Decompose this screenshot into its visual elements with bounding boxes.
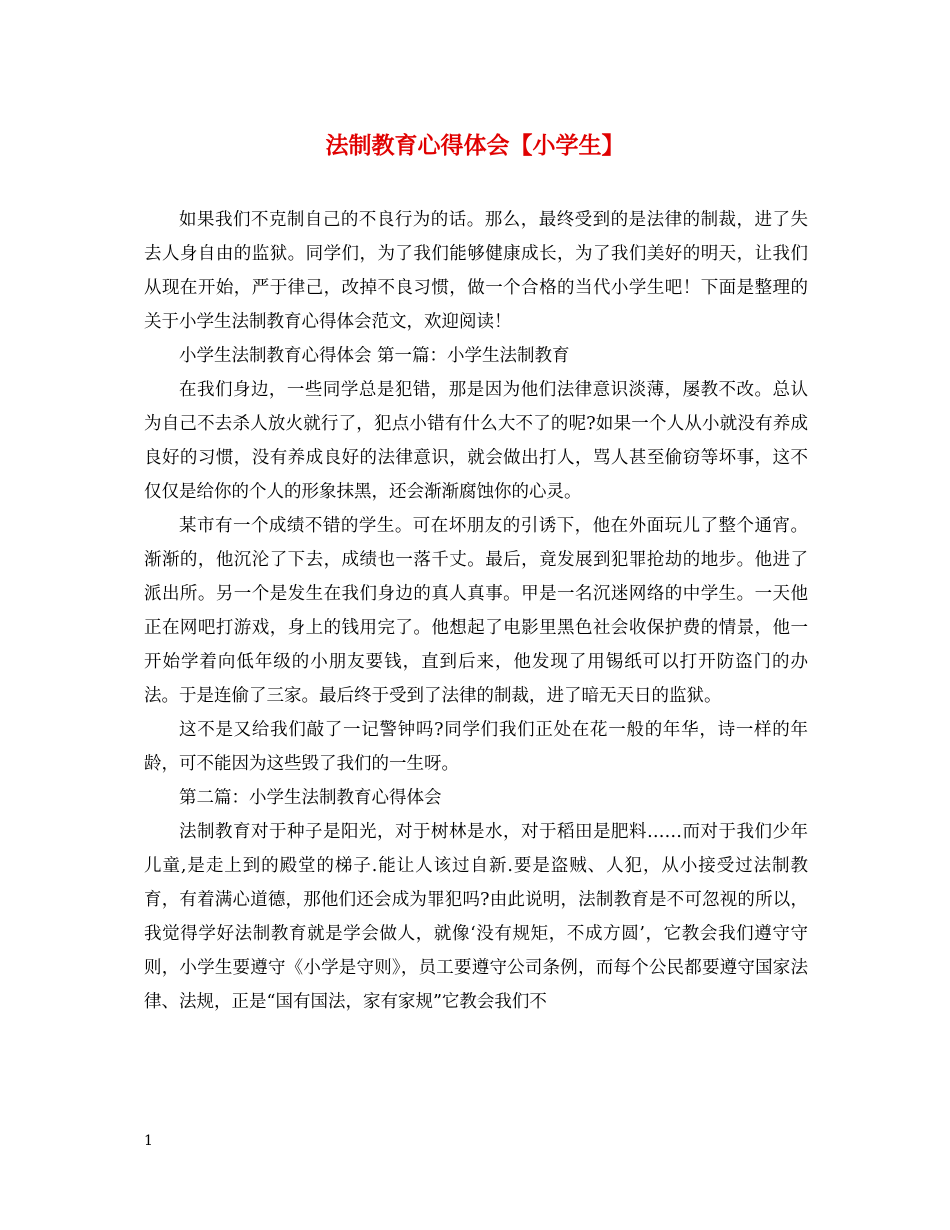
paragraph: 这不是又给我们敲了一记警钟吗?同学们我们正处在花一般的年华，诗一样的年龄，可不能因为这些毁了我们的一生呀。 xyxy=(144,720,808,774)
document-title: 法制教育心得体会【小学生】 xyxy=(325,132,625,159)
paragraph: 在我们身边，一些同学总是犯错，那是因为他们法律意识淡薄，屡教不改。总认为自己不去杀人放火就行了，犯点小错有什么大不了的呢?如果一个人从小就没有养成良好的习惯，没有养成良好的法律意识，就会做出打人，骂人甚至偷窃等坏事，这不仅仅是给你的个人的形象抹黑，还会渐渐腐蚀你的心灵。 xyxy=(144,380,808,502)
paragraph-intro: 如果我们不克制自己的不良行为的话。那么，最终受到的是法律的制裁，进了失去人身自由的监狱。同学们，为了我们能够健康成长，为了我们美好的明天，让我们从现在开始，严于律己，改掉不良习惯，做一个合格的当代小学生吧！下面是整理的关于小学生法制教育心得体会范文，欢迎阅读！ xyxy=(144,210,808,332)
paragraph: 法制教育对于种子是阳光，对于树林是水，对于稻田是肥料……而对于我们少年儿童,是走上到的殿堂的梯子.能让人该过自新.要是盗贼、人犯，从小接受过法制教育，有着满心道德，那他们还会成为罪犯吗?由此说明，法制教育是不可忽视的所以，我觉得学好法制教育就是学会做人，就像‘没有规矩，不成方圆’，它教会我们遵守守则，小学生要遵守《小学是守则》，员工要遵守公司条例，而每个公民都要遵守国家法律、法规，正是“国有国法，家有家规”它教会我们不 xyxy=(144,822,808,1012)
section-heading-first: 小学生法制教育心得体会 第一篇：小学生法制教育 xyxy=(179,346,570,366)
section-heading-second: 第二篇：小学生法制教育心得体会 xyxy=(179,788,442,808)
document-body xyxy=(144,203,808,1019)
paragraph: 某市有一个成绩不错的学生。可在坏朋友的引诱下，他在外面玩儿了整个通宵。渐渐的，他沉沦了下去，成绩也一落千丈。最后，竟发展到犯罪抢劫的地步。他进了派出所。另一个是发生在我们身边的真人真事。甲是一名沉迷网络的中学生。一天他正在网吧打游戏，身上的钱用完了。他想起了电影里黑色社会收保护费的情景，他一开始学着向低年级的小朋友要钱，直到后来，他发现了用锡纸可以打开防盗门的办法。于是连偷了三家。最后终于受到了法律的制裁，进了暗无天日的监狱。 xyxy=(144,516,808,706)
page-number: 1 xyxy=(144,1133,153,1149)
